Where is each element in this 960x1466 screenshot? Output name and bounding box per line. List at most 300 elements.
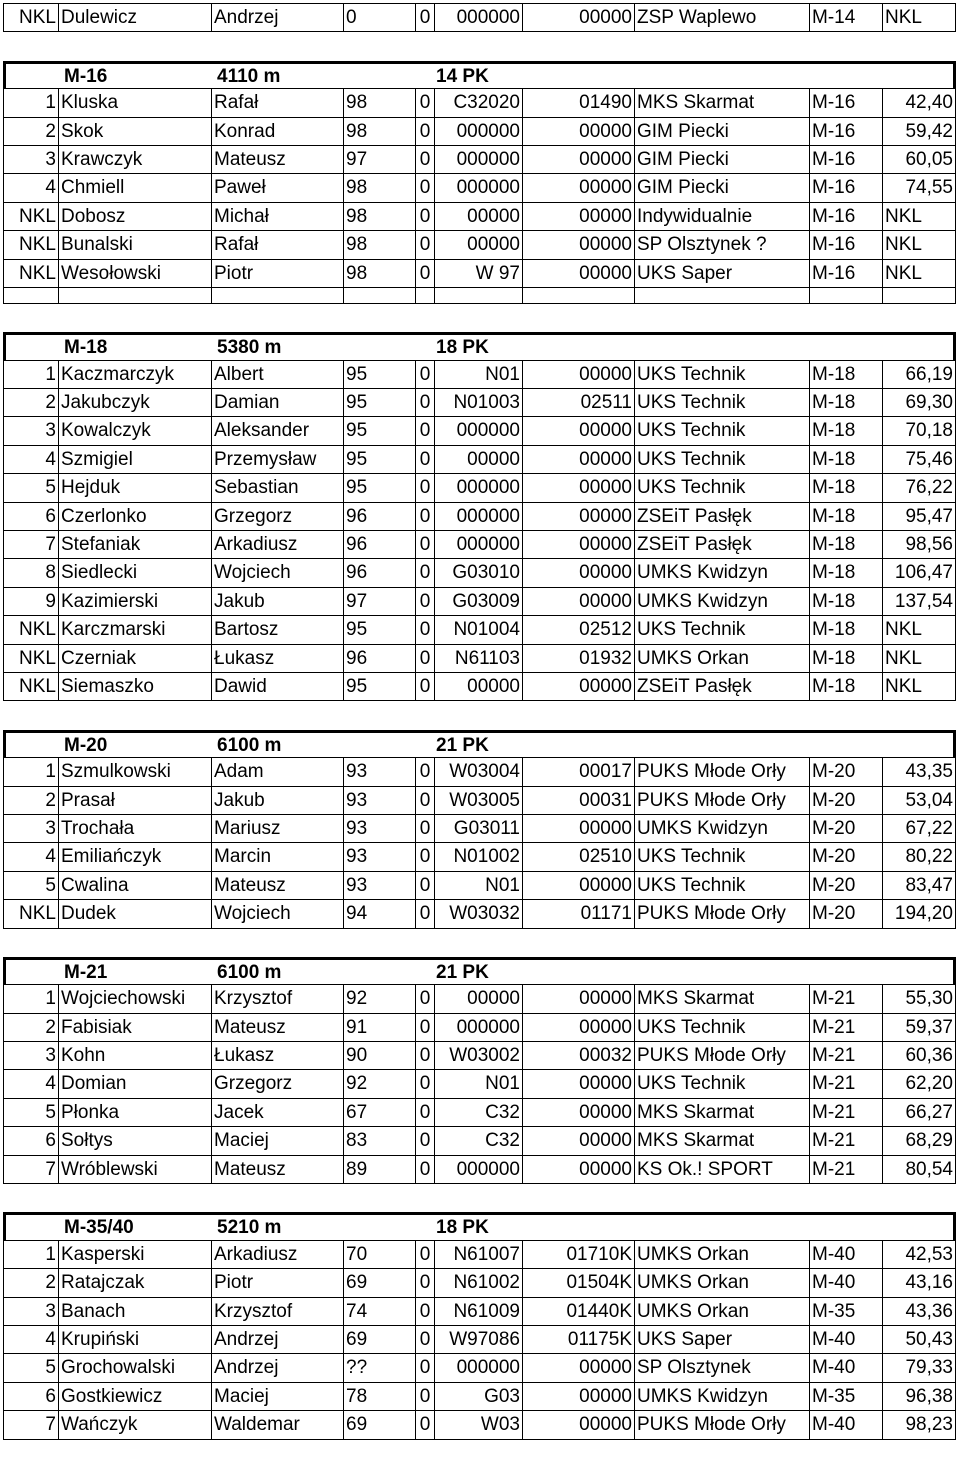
zero-cell: 0 (416, 1354, 435, 1382)
empty-cell (523, 288, 635, 304)
birth-year-cell: 69 (344, 1326, 416, 1354)
table-row (3, 673, 956, 701)
firstname-cell: Adam (212, 758, 344, 786)
club-cell: PUKS Młode Orły (635, 787, 810, 815)
firstname-cell: Mateusz (212, 1014, 344, 1042)
time-cell: 53,04 (883, 787, 956, 815)
empty-cell (344, 288, 416, 304)
surname-cell: Grochowalski (59, 1354, 212, 1382)
license-cell: 00000 (523, 1411, 635, 1439)
table-row (3, 361, 956, 389)
birth-year-cell: 91 (344, 1014, 416, 1042)
club-cell: PUKS Młode Orły (635, 1042, 810, 1070)
surname-cell: Hejduk (59, 474, 212, 502)
controls-label: 18 PK (436, 337, 489, 359)
firstname-cell: Wojciech (212, 559, 344, 587)
time-cell: 80,54 (883, 1156, 956, 1184)
surname-cell: Wróblewski (59, 1156, 212, 1184)
table-row (3, 645, 956, 673)
empty-cell (416, 288, 435, 304)
zero-cell: 0 (416, 673, 435, 701)
birth-year-cell: 98 (344, 260, 416, 288)
si-code-cell: C32020 (435, 89, 523, 117)
category-header (3, 61, 956, 89)
birth-year-cell: 95 (344, 417, 416, 445)
empty-cell (3, 288, 59, 304)
firstname-cell: Marcin (212, 843, 344, 871)
firstname-cell: Maciej (212, 1383, 344, 1411)
category-label: M-16 (64, 65, 108, 87)
place-cell: 8 (3, 559, 59, 587)
firstname-cell: Arkadiusz (212, 531, 344, 559)
license-cell: 01490 (523, 89, 635, 117)
table-row (3, 1269, 956, 1297)
zero-cell: 0 (416, 1156, 435, 1184)
si-code-cell: W03005 (435, 787, 523, 815)
license-cell: 00000 (523, 417, 635, 445)
time-cell: 43,16 (883, 1269, 956, 1297)
si-code-cell: G03 (435, 1383, 523, 1411)
table-row (3, 616, 956, 644)
table-row (3, 89, 956, 117)
place-cell: 7 (3, 1156, 59, 1184)
time-cell: 43,36 (883, 1298, 956, 1326)
time-cell: 55,30 (883, 985, 956, 1013)
si-code-cell: 000000 (435, 1354, 523, 1382)
birth-year-cell: 93 (344, 872, 416, 900)
birth-year-cell: 93 (344, 843, 416, 871)
club-cell: UMKS Kwidzyn (635, 588, 810, 616)
club-cell: GIM Piecki (635, 146, 810, 174)
time-cell: 95,47 (883, 503, 956, 531)
category-cell: M-35 (810, 1298, 883, 1326)
birth-year-cell: 95 (344, 389, 416, 417)
place-cell: 3 (3, 417, 59, 445)
surname-cell: Wańczyk (59, 1411, 212, 1439)
time-cell: NKL (883, 616, 956, 644)
category-cell: M-18 (810, 588, 883, 616)
zero-cell: 0 (416, 645, 435, 673)
category-cell: M-18 (810, 559, 883, 587)
license-cell: 00000 (523, 4, 635, 32)
surname-cell: Kaczmarczyk (59, 361, 212, 389)
zero-cell: 0 (416, 1070, 435, 1098)
zero-cell: 0 (416, 900, 435, 928)
si-code-cell: W97086 (435, 1326, 523, 1354)
zero-cell: 0 (416, 361, 435, 389)
firstname-cell: Grzegorz (212, 503, 344, 531)
place-cell: 2 (3, 1269, 59, 1297)
si-code-cell: 000000 (435, 4, 523, 32)
distance-label: 5210 m (217, 1217, 282, 1239)
si-code-cell: N01 (435, 361, 523, 389)
time-cell: 75,46 (883, 446, 956, 474)
club-cell: MKS Skarmat (635, 1127, 810, 1155)
firstname-cell: Krzysztof (212, 985, 344, 1013)
firstname-cell: Michał (212, 203, 344, 231)
birth-year-cell: 95 (344, 361, 416, 389)
place-cell: 7 (3, 531, 59, 559)
firstname-cell: Łukasz (212, 1042, 344, 1070)
place-cell: NKL (3, 4, 59, 32)
surname-cell: Szmulkowski (59, 758, 212, 786)
license-cell: 02512 (523, 616, 635, 644)
license-cell: 00000 (523, 559, 635, 587)
place-cell: 2 (3, 389, 59, 417)
firstname-cell: Grzegorz (212, 1070, 344, 1098)
surname-cell: Bunalski (59, 231, 212, 259)
surname-cell: Skok (59, 118, 212, 146)
spacer-row (3, 929, 956, 957)
category-label: M-18 (64, 337, 108, 359)
table-row (3, 1099, 956, 1127)
club-cell: UKS Technik (635, 1014, 810, 1042)
distance-label: 6100 m (217, 734, 282, 756)
birth-year-cell: 98 (344, 174, 416, 202)
surname-cell: Wesołowski (59, 260, 212, 288)
club-cell: UKS Technik (635, 361, 810, 389)
club-cell: UKS Technik (635, 872, 810, 900)
controls-label: 21 PK (436, 961, 489, 983)
empty-cell (810, 288, 883, 304)
si-code-cell: G03010 (435, 559, 523, 587)
place-cell: 6 (3, 503, 59, 531)
club-cell: UKS Technik (635, 417, 810, 445)
table-row (3, 446, 956, 474)
birth-year-cell: 97 (344, 588, 416, 616)
time-cell: 98,23 (883, 1411, 956, 1439)
place-cell: 1 (3, 89, 59, 117)
place-cell: 4 (3, 446, 59, 474)
table-row (3, 260, 956, 288)
category-cell: M-20 (810, 872, 883, 900)
place-cell: 6 (3, 1127, 59, 1155)
surname-cell: Gostkiewicz (59, 1383, 212, 1411)
time-cell: 59,42 (883, 118, 956, 146)
category-cell: M-16 (810, 231, 883, 259)
category-cell: M-18 (810, 645, 883, 673)
surname-cell: Kasperski (59, 1241, 212, 1269)
time-cell: 96,38 (883, 1383, 956, 1411)
club-cell: PUKS Młode Orły (635, 900, 810, 928)
zero-cell: 0 (416, 1383, 435, 1411)
place-cell: 4 (3, 1326, 59, 1354)
category-cell: M-21 (810, 985, 883, 1013)
place-cell: 1 (3, 1241, 59, 1269)
controls-label: 21 PK (436, 734, 489, 756)
time-cell: NKL (883, 645, 956, 673)
category-cell: M-16 (810, 146, 883, 174)
birth-year-cell: 95 (344, 446, 416, 474)
table-row (3, 231, 956, 259)
zero-cell: 0 (416, 985, 435, 1013)
time-cell: 74,55 (883, 174, 956, 202)
place-cell: 2 (3, 787, 59, 815)
zero-cell: 0 (416, 146, 435, 174)
category-cell: M-35 (810, 1383, 883, 1411)
si-code-cell: 000000 (435, 417, 523, 445)
zero-cell: 0 (416, 1241, 435, 1269)
birth-year-cell: 98 (344, 89, 416, 117)
club-cell: SP Olsztynek ? (635, 231, 810, 259)
place-cell: NKL (3, 900, 59, 928)
club-cell: UMKS Orkan (635, 645, 810, 673)
surname-cell: Kohn (59, 1042, 212, 1070)
zero-cell: 0 (416, 559, 435, 587)
time-cell: 83,47 (883, 872, 956, 900)
category-cell: M-16 (810, 203, 883, 231)
firstname-cell: Sebastian (212, 474, 344, 502)
license-cell: 00000 (523, 203, 635, 231)
firstname-cell: Mariusz (212, 815, 344, 843)
si-code-cell: C32 (435, 1099, 523, 1127)
surname-cell: Czerniak (59, 645, 212, 673)
spacer-row (3, 32, 956, 60)
si-code-cell: 00000 (435, 231, 523, 259)
birth-year-cell: 94 (344, 900, 416, 928)
si-code-cell: 000000 (435, 174, 523, 202)
si-code-cell: 00000 (435, 203, 523, 231)
table-row (3, 559, 956, 587)
birth-year-cell: 93 (344, 758, 416, 786)
si-code-cell: 000000 (435, 1156, 523, 1184)
club-cell: UKS Technik (635, 389, 810, 417)
surname-cell: Banach (59, 1298, 212, 1326)
surname-cell: Ratajczak (59, 1269, 212, 1297)
distance-label: 5380 m (217, 337, 282, 359)
license-cell: 00000 (523, 815, 635, 843)
firstname-cell: Wojciech (212, 900, 344, 928)
si-code-cell: N61009 (435, 1298, 523, 1326)
category-cell: M-18 (810, 616, 883, 644)
place-cell: 3 (3, 146, 59, 174)
si-code-cell: W 97 (435, 260, 523, 288)
place-cell: 5 (3, 872, 59, 900)
club-cell: UMKS Orkan (635, 1241, 810, 1269)
license-cell: 01710K (523, 1241, 635, 1269)
category-cell: M-40 (810, 1241, 883, 1269)
surname-cell: Prasał (59, 787, 212, 815)
surname-cell: Domian (59, 1070, 212, 1098)
si-code-cell: G03011 (435, 815, 523, 843)
zero-cell: 0 (416, 203, 435, 231)
place-cell: 9 (3, 588, 59, 616)
time-cell: 66,27 (883, 1099, 956, 1127)
club-cell: UKS Technik (635, 1070, 810, 1098)
license-cell: 02511 (523, 389, 635, 417)
zero-cell: 0 (416, 872, 435, 900)
zero-cell: 0 (416, 417, 435, 445)
si-code-cell: 00000 (435, 673, 523, 701)
license-cell: 00000 (523, 174, 635, 202)
category-cell: M-21 (810, 1156, 883, 1184)
firstname-cell: Mateusz (212, 872, 344, 900)
table-row (3, 417, 956, 445)
zero-cell: 0 (416, 89, 435, 117)
firstname-cell: Andrzej (212, 1326, 344, 1354)
si-code-cell: W03004 (435, 758, 523, 786)
place-cell: NKL (3, 645, 59, 673)
surname-cell: Wojciechowski (59, 985, 212, 1013)
birth-year-cell: 83 (344, 1127, 416, 1155)
club-cell: MKS Skarmat (635, 985, 810, 1013)
surname-cell: Dudek (59, 900, 212, 928)
surname-cell: Fabisiak (59, 1014, 212, 1042)
spacer-row (3, 701, 956, 729)
time-cell: 60,05 (883, 146, 956, 174)
firstname-cell: Mateusz (212, 1156, 344, 1184)
place-cell: 5 (3, 1354, 59, 1382)
zero-cell: 0 (416, 260, 435, 288)
firstname-cell: Arkadiusz (212, 1241, 344, 1269)
empty-cell (435, 288, 523, 304)
table-row (3, 1127, 956, 1155)
spacer-row (3, 1184, 956, 1212)
table-row (3, 118, 956, 146)
firstname-cell: Waldemar (212, 1411, 344, 1439)
surname-cell: Krupiński (59, 1326, 212, 1354)
club-cell: SP Olsztynek (635, 1354, 810, 1382)
time-cell: NKL (883, 260, 956, 288)
club-cell: UKS Saper (635, 1326, 810, 1354)
category-cell: M-21 (810, 1070, 883, 1098)
si-code-cell: 000000 (435, 503, 523, 531)
si-code-cell: N61002 (435, 1269, 523, 1297)
firstname-cell: Jacek (212, 1099, 344, 1127)
place-cell: 6 (3, 1383, 59, 1411)
birth-year-cell: 92 (344, 985, 416, 1013)
surname-cell: Czerlonko (59, 503, 212, 531)
license-cell: 00032 (523, 1042, 635, 1070)
firstname-cell: Albert (212, 361, 344, 389)
firstname-cell: Piotr (212, 260, 344, 288)
license-cell: 00000 (523, 474, 635, 502)
category-header (3, 1212, 956, 1240)
time-cell: 43,35 (883, 758, 956, 786)
place-cell: 1 (3, 758, 59, 786)
category-cell: M-18 (810, 503, 883, 531)
license-cell: 00000 (523, 531, 635, 559)
si-code-cell: C32 (435, 1127, 523, 1155)
license-cell: 00000 (523, 1127, 635, 1155)
time-cell: 98,56 (883, 531, 956, 559)
birth-year-cell: 89 (344, 1156, 416, 1184)
category-header (3, 957, 956, 985)
license-cell: 00000 (523, 361, 635, 389)
surname-cell: Chmiell (59, 174, 212, 202)
license-cell: 02510 (523, 843, 635, 871)
firstname-cell: Bartosz (212, 616, 344, 644)
category-label: M-21 (64, 961, 108, 983)
club-cell: UMKS Orkan (635, 1269, 810, 1297)
club-cell: ZSP Waplewo (635, 4, 810, 32)
time-cell: 80,22 (883, 843, 956, 871)
si-code-cell: W03002 (435, 1042, 523, 1070)
birth-year-cell: 70 (344, 1241, 416, 1269)
time-cell: 42,40 (883, 89, 956, 117)
surname-cell: Trochała (59, 815, 212, 843)
table-row (3, 1298, 956, 1326)
club-cell: Indywidualnie (635, 203, 810, 231)
table-row (3, 146, 956, 174)
table-row (3, 588, 956, 616)
club-cell: ZSEiT Pasłęk (635, 531, 810, 559)
zero-cell: 0 (416, 174, 435, 202)
place-cell: 3 (3, 815, 59, 843)
category-cell: M-21 (810, 1127, 883, 1155)
time-cell: 59,37 (883, 1014, 956, 1042)
birth-year-cell: 95 (344, 474, 416, 502)
category-label: M-20 (64, 734, 108, 756)
club-cell: UMKS Kwidzyn (635, 559, 810, 587)
license-cell: 00000 (523, 1354, 635, 1382)
birth-year-cell: 93 (344, 815, 416, 843)
category-cell: M-18 (810, 673, 883, 701)
place-cell: 3 (3, 1042, 59, 1070)
place-cell: 1 (3, 361, 59, 389)
category-cell: M-20 (810, 787, 883, 815)
license-cell: 01175K (523, 1326, 635, 1354)
license-cell: 00000 (523, 985, 635, 1013)
empty-cell (59, 288, 212, 304)
firstname-cell: Damian (212, 389, 344, 417)
club-cell: UMKS Kwidzyn (635, 815, 810, 843)
empty-cell (212, 288, 344, 304)
place-cell: NKL (3, 203, 59, 231)
time-cell: NKL (883, 203, 956, 231)
place-cell: 2 (3, 118, 59, 146)
results-sheet (3, 3, 956, 1440)
table-row (3, 503, 956, 531)
category-cell: M-20 (810, 815, 883, 843)
table-row (3, 787, 956, 815)
firstname-cell: Jakub (212, 588, 344, 616)
empty-cell (635, 288, 810, 304)
license-cell: 00000 (523, 1156, 635, 1184)
license-cell: 00000 (523, 231, 635, 259)
zero-cell: 0 (416, 758, 435, 786)
zero-cell: 0 (416, 1127, 435, 1155)
place-cell: 4 (3, 174, 59, 202)
si-code-cell: N61007 (435, 1241, 523, 1269)
category-cell: M-40 (810, 1411, 883, 1439)
firstname-cell: Dawid (212, 673, 344, 701)
si-code-cell: 000000 (435, 1014, 523, 1042)
surname-cell: Kazimierski (59, 588, 212, 616)
table-row (3, 1241, 956, 1269)
place-cell: 4 (3, 843, 59, 871)
si-code-cell: N01 (435, 1070, 523, 1098)
surname-cell: Stefaniak (59, 531, 212, 559)
time-cell: 137,54 (883, 588, 956, 616)
si-code-cell: 000000 (435, 146, 523, 174)
table-row (3, 1014, 956, 1042)
surname-cell: Dobosz (59, 203, 212, 231)
place-cell: 5 (3, 474, 59, 502)
zero-cell: 0 (416, 231, 435, 259)
place-cell: 4 (3, 1070, 59, 1098)
table-row (3, 1070, 956, 1098)
table-row (3, 815, 956, 843)
license-cell: 00017 (523, 758, 635, 786)
zero-cell: 0 (416, 118, 435, 146)
category-cell: M-21 (810, 1099, 883, 1127)
si-code-cell: 00000 (435, 985, 523, 1013)
time-cell: 66,19 (883, 361, 956, 389)
category-cell: M-16 (810, 174, 883, 202)
firstname-cell: Krzysztof (212, 1298, 344, 1326)
category-cell: M-18 (810, 531, 883, 559)
